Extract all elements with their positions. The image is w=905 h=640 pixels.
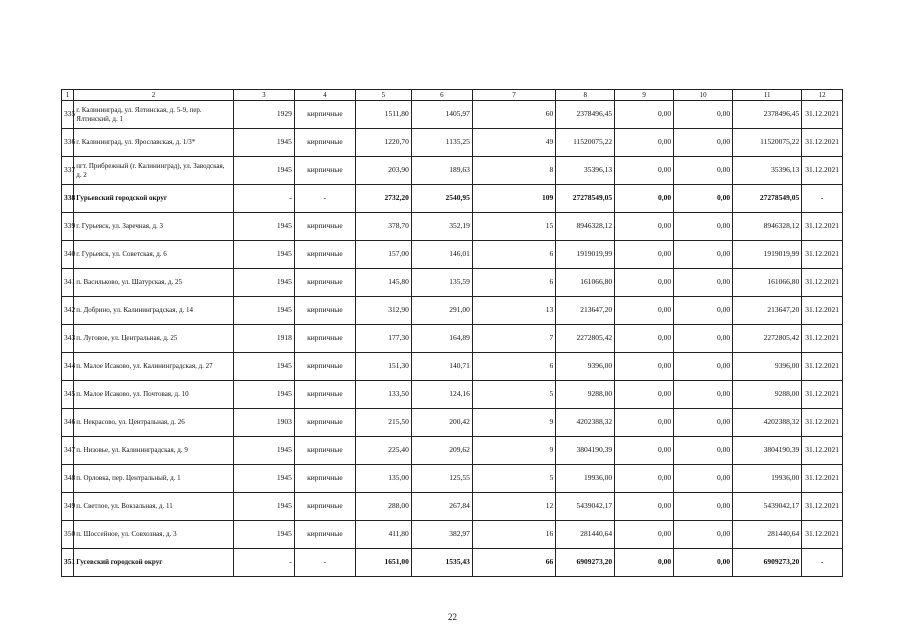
area-total-cell: 2732,20 bbox=[355, 185, 411, 213]
deadline-cell: 31.12.2021 bbox=[802, 437, 843, 465]
cost-cell: 161066,80 bbox=[556, 269, 615, 297]
deadline-cell: 31.12.2021 bbox=[802, 129, 843, 157]
year-cell: 1945 bbox=[233, 241, 294, 269]
year-cell: 1945 bbox=[233, 437, 294, 465]
row-number: 347 bbox=[62, 437, 74, 465]
material-cell: кирпичные bbox=[294, 325, 355, 353]
row-number: 335 bbox=[62, 101, 74, 129]
area-total-cell: 288,00 bbox=[355, 493, 411, 521]
area-living-cell: 267,84 bbox=[411, 493, 472, 521]
fund-cell: 0,00 bbox=[615, 493, 674, 521]
cost-cell: 19936,00 bbox=[556, 465, 615, 493]
fund-cell: 0,00 bbox=[615, 549, 674, 577]
row-number: 348 bbox=[62, 465, 74, 493]
row-number: 349 bbox=[62, 493, 74, 521]
residents-cell: 9 bbox=[472, 409, 555, 437]
row-number: 340 bbox=[62, 241, 74, 269]
material-cell: кирпичные bbox=[294, 269, 355, 297]
header-cell: 7 bbox=[472, 90, 555, 101]
budget-cell: 0,00 bbox=[674, 101, 733, 129]
table-row bbox=[62, 493, 843, 521]
address-cell: п. Некрасово, ул. Центральная, д. 26 bbox=[74, 409, 234, 437]
material-cell: кирпичные bbox=[294, 297, 355, 325]
cost-cell: 9396,00 bbox=[556, 353, 615, 381]
cost-cell: 27278549,05 bbox=[556, 185, 615, 213]
area-living-cell: 125,55 bbox=[411, 465, 472, 493]
fund-cell: 0,00 bbox=[615, 353, 674, 381]
cost-cell: 8946328,12 bbox=[556, 213, 615, 241]
residents-cell: 9 bbox=[472, 437, 555, 465]
budget-cell: 0,00 bbox=[674, 521, 733, 549]
year-cell: 1945 bbox=[233, 353, 294, 381]
year-cell: 1918 bbox=[233, 325, 294, 353]
material-cell: - bbox=[294, 549, 355, 577]
area-total-cell: 157,00 bbox=[355, 241, 411, 269]
deadline-cell: 31.12.2021 bbox=[802, 269, 843, 297]
cost-cell: 3804190,39 bbox=[556, 437, 615, 465]
area-living-cell: 200,42 bbox=[411, 409, 472, 437]
fund-cell: 0,00 bbox=[615, 437, 674, 465]
total-cost-cell: 19936,00 bbox=[733, 465, 802, 493]
address-cell: п. Малое Исаково, ул. Почтовая, д. 10 bbox=[74, 381, 234, 409]
area-living-cell: 1135,25 bbox=[411, 129, 472, 157]
area-total-cell: 411,80 bbox=[355, 521, 411, 549]
residents-cell: 60 bbox=[472, 101, 555, 129]
year-cell: 1945 bbox=[233, 465, 294, 493]
area-living-cell: 291,00 bbox=[411, 297, 472, 325]
total-cost-cell: 2378496,45 bbox=[733, 101, 802, 129]
cost-cell: 213647,20 bbox=[556, 297, 615, 325]
total-cost-cell: 8946328,12 bbox=[733, 213, 802, 241]
material-cell: кирпичные bbox=[294, 353, 355, 381]
area-total-cell: 215,50 bbox=[355, 409, 411, 437]
header-row bbox=[62, 90, 843, 101]
residents-cell: 7 bbox=[472, 325, 555, 353]
total-cost-cell: 213647,20 bbox=[733, 297, 802, 325]
area-living-cell: 189,63 bbox=[411, 157, 472, 185]
fund-cell: 0,00 bbox=[615, 157, 674, 185]
year-cell: 1903 bbox=[233, 409, 294, 437]
material-cell: кирпичные bbox=[294, 493, 355, 521]
budget-cell: 0,00 bbox=[674, 185, 733, 213]
address-cell: п. Орловка, пер. Центральный, д. 1 bbox=[74, 465, 234, 493]
area-living-cell: 352,19 bbox=[411, 213, 472, 241]
address-cell: Гурьевский городской округ bbox=[74, 185, 234, 213]
cost-cell: 9288,00 bbox=[556, 381, 615, 409]
year-cell: 1945 bbox=[233, 493, 294, 521]
table-row bbox=[62, 325, 843, 353]
total-cost-cell: 27278549,05 bbox=[733, 185, 802, 213]
deadline-cell: 31.12.2021 bbox=[802, 297, 843, 325]
cost-cell: 6909273,20 bbox=[556, 549, 615, 577]
budget-cell: 0,00 bbox=[674, 129, 733, 157]
header-cell: 10 bbox=[674, 90, 733, 101]
material-cell: кирпичные bbox=[294, 129, 355, 157]
address-cell: г. Гурьевск, ул. Заречная, д. 3 bbox=[74, 213, 234, 241]
total-cost-cell: 6909273,20 bbox=[733, 549, 802, 577]
table-row bbox=[62, 465, 843, 493]
area-total-cell: 1511,80 bbox=[355, 101, 411, 129]
total-cost-cell: 3804190,39 bbox=[733, 437, 802, 465]
budget-cell: 0,00 bbox=[674, 157, 733, 185]
material-cell: кирпичные bbox=[294, 437, 355, 465]
header-cell: 6 bbox=[411, 90, 472, 101]
header-cell: 3 bbox=[233, 90, 294, 101]
area-living-cell: 1405,97 bbox=[411, 101, 472, 129]
material-cell: кирпичные bbox=[294, 157, 355, 185]
budget-cell: 0,00 bbox=[674, 269, 733, 297]
total-cost-cell: 9288,00 bbox=[733, 381, 802, 409]
total-cost-cell: 2272805,42 bbox=[733, 325, 802, 353]
address-cell: п. Добрино, ул. Калининградская, д. 14 bbox=[74, 297, 234, 325]
year-cell: 1945 bbox=[233, 521, 294, 549]
fund-cell: 0,00 bbox=[615, 101, 674, 129]
residents-cell: 6 bbox=[472, 241, 555, 269]
table-row bbox=[62, 157, 843, 185]
fund-cell: 0,00 bbox=[615, 465, 674, 493]
deadline-cell: - bbox=[802, 549, 843, 577]
address-cell: п. Шоссейное, ул. Совхозная, д. 3 bbox=[74, 521, 234, 549]
row-number: 343 bbox=[62, 325, 74, 353]
budget-cell: 0,00 bbox=[674, 409, 733, 437]
year-cell: - bbox=[233, 185, 294, 213]
cost-cell: 35396,13 bbox=[556, 157, 615, 185]
fund-cell: 0,00 bbox=[615, 269, 674, 297]
address-cell: Гусевский городской округ bbox=[74, 549, 234, 577]
row-number: 342 bbox=[62, 297, 74, 325]
deadline-cell: 31.12.2021 bbox=[802, 409, 843, 437]
row-number: 351 bbox=[62, 549, 74, 577]
table-row bbox=[62, 381, 843, 409]
area-total-cell: 312,90 bbox=[355, 297, 411, 325]
year-cell: - bbox=[233, 549, 294, 577]
year-cell: 1945 bbox=[233, 213, 294, 241]
table-row bbox=[62, 353, 843, 381]
residents-cell: 12 bbox=[472, 493, 555, 521]
page-number: 22 bbox=[448, 612, 457, 622]
table-row bbox=[62, 129, 843, 157]
deadline-cell: 31.12.2021 bbox=[802, 465, 843, 493]
registry-table bbox=[61, 89, 843, 577]
budget-cell: 0,00 bbox=[674, 493, 733, 521]
material-cell: кирпичные bbox=[294, 213, 355, 241]
address-cell: п. Васильково, ул. Шатурская, д. 25 bbox=[74, 269, 234, 297]
area-living-cell: 146,01 bbox=[411, 241, 472, 269]
cost-cell: 2272805,42 bbox=[556, 325, 615, 353]
area-total-cell: 1220,70 bbox=[355, 129, 411, 157]
area-total-cell: 203,90 bbox=[355, 157, 411, 185]
area-living-cell: 2540,95 bbox=[411, 185, 472, 213]
address-cell: г. Калининград, ул. Ярославская, д. 1/3* bbox=[74, 129, 234, 157]
row-number: 338 bbox=[62, 185, 74, 213]
fund-cell: 0,00 bbox=[615, 213, 674, 241]
header-cell: 8 bbox=[556, 90, 615, 101]
table-row bbox=[62, 437, 843, 465]
area-total-cell: 145,80 bbox=[355, 269, 411, 297]
budget-cell: 0,00 bbox=[674, 297, 733, 325]
table-row bbox=[62, 409, 843, 437]
residents-cell: 13 bbox=[472, 297, 555, 325]
total-cost-cell: 35396,13 bbox=[733, 157, 802, 185]
budget-cell: 0,00 bbox=[674, 381, 733, 409]
fund-cell: 0,00 bbox=[615, 185, 674, 213]
row-number: 346 bbox=[62, 409, 74, 437]
material-cell: кирпичные bbox=[294, 409, 355, 437]
area-living-cell: 209,62 bbox=[411, 437, 472, 465]
total-cost-cell: 9396,00 bbox=[733, 353, 802, 381]
deadline-cell: 31.12.2021 bbox=[802, 353, 843, 381]
area-total-cell: 133,50 bbox=[355, 381, 411, 409]
material-cell: кирпичные bbox=[294, 465, 355, 493]
header-cell: 2 bbox=[74, 90, 234, 101]
residents-cell: 109 bbox=[472, 185, 555, 213]
area-total-cell: 1651,00 bbox=[355, 549, 411, 577]
address-cell: г. Калининград, ул. Ялтинская, д. 5-9, пер. Ялтинский, д. 1 bbox=[74, 101, 234, 129]
material-cell: кирпичные bbox=[294, 381, 355, 409]
deadline-cell: - bbox=[802, 185, 843, 213]
cost-cell: 2378496,45 bbox=[556, 101, 615, 129]
area-total-cell: 151,30 bbox=[355, 353, 411, 381]
row-number: 341 bbox=[62, 269, 74, 297]
address-cell: п. Светлое, ул. Вокзальная, д. 11 bbox=[74, 493, 234, 521]
fund-cell: 0,00 bbox=[615, 381, 674, 409]
header-cell: 5 bbox=[355, 90, 411, 101]
row-number: 336 bbox=[62, 129, 74, 157]
row-number: 339 bbox=[62, 213, 74, 241]
address-cell: п. Малое Исаково, ул. Калининградская, д. 27 bbox=[74, 353, 234, 381]
area-total-cell: 135,00 bbox=[355, 465, 411, 493]
fund-cell: 0,00 bbox=[615, 297, 674, 325]
district-total-row bbox=[62, 185, 843, 213]
deadline-cell: 31.12.2021 bbox=[802, 241, 843, 269]
residents-cell: 66 bbox=[472, 549, 555, 577]
year-cell: 1945 bbox=[233, 269, 294, 297]
area-living-cell: 164,89 bbox=[411, 325, 472, 353]
material-cell: кирпичные bbox=[294, 101, 355, 129]
area-total-cell: 378,70 bbox=[355, 213, 411, 241]
fund-cell: 0,00 bbox=[615, 409, 674, 437]
residents-cell: 15 bbox=[472, 213, 555, 241]
header-cell: 9 bbox=[615, 90, 674, 101]
address-cell: г. Гурьевск, ул. Советская, д. 6 bbox=[74, 241, 234, 269]
residents-cell: 16 bbox=[472, 521, 555, 549]
area-total-cell: 225,40 bbox=[355, 437, 411, 465]
residents-cell: 8 bbox=[472, 157, 555, 185]
deadline-cell: 31.12.2021 bbox=[802, 381, 843, 409]
row-number: 337 bbox=[62, 157, 74, 185]
budget-cell: 0,00 bbox=[674, 325, 733, 353]
header-cell: 12 bbox=[802, 90, 843, 101]
row-number: 345 bbox=[62, 381, 74, 409]
row-number: 344 bbox=[62, 353, 74, 381]
deadline-cell: 31.12.2021 bbox=[802, 157, 843, 185]
area-living-cell: 382,97 bbox=[411, 521, 472, 549]
budget-cell: 0,00 bbox=[674, 465, 733, 493]
header-cell: 11 bbox=[733, 90, 802, 101]
table-row bbox=[62, 269, 843, 297]
area-living-cell: 140,71 bbox=[411, 353, 472, 381]
material-cell: - bbox=[294, 185, 355, 213]
area-living-cell: 135,59 bbox=[411, 269, 472, 297]
district-total-row bbox=[62, 549, 843, 577]
budget-cell: 0,00 bbox=[674, 353, 733, 381]
deadline-cell: 31.12.2021 bbox=[802, 325, 843, 353]
fund-cell: 0,00 bbox=[615, 129, 674, 157]
table-row bbox=[62, 241, 843, 269]
address-cell: п. Низовье, ул. Калининградская, д. 9 bbox=[74, 437, 234, 465]
total-cost-cell: 11520075,22 bbox=[733, 129, 802, 157]
material-cell: кирпичные bbox=[294, 241, 355, 269]
header-cell: 4 bbox=[294, 90, 355, 101]
total-cost-cell: 281440,64 bbox=[733, 521, 802, 549]
address-cell: пгт. Прибрежный (г. Калининград), ул. Заводская, д. 2 bbox=[74, 157, 234, 185]
header-cell: 1 bbox=[62, 90, 74, 101]
residents-cell: 6 bbox=[472, 269, 555, 297]
total-cost-cell: 1919019,99 bbox=[733, 241, 802, 269]
total-cost-cell: 161066,80 bbox=[733, 269, 802, 297]
cost-cell: 4202388,32 bbox=[556, 409, 615, 437]
total-cost-cell: 4202388,32 bbox=[733, 409, 802, 437]
budget-cell: 0,00 bbox=[674, 437, 733, 465]
table-row bbox=[62, 297, 843, 325]
residents-cell: 5 bbox=[472, 465, 555, 493]
address-cell: п. Луговое, ул. Центральная, д. 25 bbox=[74, 325, 234, 353]
budget-cell: 0,00 bbox=[674, 549, 733, 577]
year-cell: 1945 bbox=[233, 129, 294, 157]
fund-cell: 0,00 bbox=[615, 521, 674, 549]
residents-cell: 5 bbox=[472, 381, 555, 409]
deadline-cell: 31.12.2021 bbox=[802, 521, 843, 549]
cost-cell: 281440,64 bbox=[556, 521, 615, 549]
deadline-cell: 31.12.2021 bbox=[802, 213, 843, 241]
budget-cell: 0,00 bbox=[674, 241, 733, 269]
material-cell: кирпичные bbox=[294, 521, 355, 549]
area-living-cell: 1535,43 bbox=[411, 549, 472, 577]
year-cell: 1929 bbox=[233, 101, 294, 129]
table-row bbox=[62, 521, 843, 549]
area-total-cell: 177,30 bbox=[355, 325, 411, 353]
budget-cell: 0,00 bbox=[674, 213, 733, 241]
cost-cell: 11520075,22 bbox=[556, 129, 615, 157]
total-cost-cell: 5439042,17 bbox=[733, 493, 802, 521]
cost-cell: 5439042,17 bbox=[556, 493, 615, 521]
fund-cell: 0,00 bbox=[615, 325, 674, 353]
deadline-cell: 31.12.2021 bbox=[802, 101, 843, 129]
cost-cell: 1919019,99 bbox=[556, 241, 615, 269]
row-number: 350 bbox=[62, 521, 74, 549]
area-living-cell: 124,16 bbox=[411, 381, 472, 409]
table-row bbox=[62, 213, 843, 241]
year-cell: 1945 bbox=[233, 381, 294, 409]
fund-cell: 0,00 bbox=[615, 241, 674, 269]
year-cell: 1945 bbox=[233, 157, 294, 185]
year-cell: 1945 bbox=[233, 297, 294, 325]
table-row bbox=[62, 101, 843, 129]
residents-cell: 6 bbox=[472, 353, 555, 381]
residents-cell: 49 bbox=[472, 129, 555, 157]
deadline-cell: 31.12.2021 bbox=[802, 493, 843, 521]
